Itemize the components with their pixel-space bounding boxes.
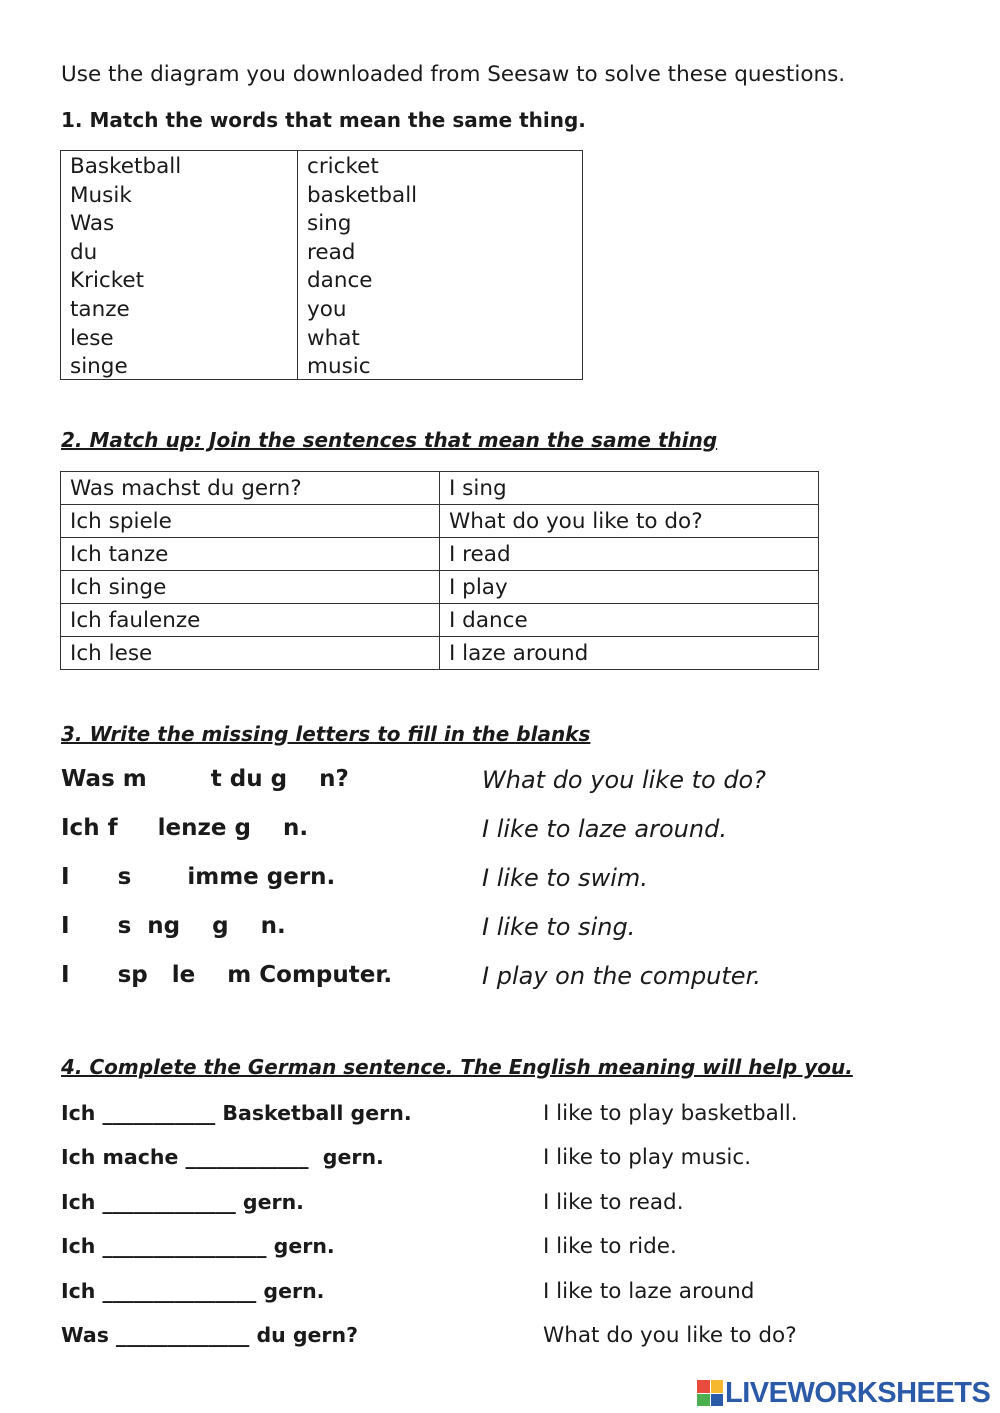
list-item [0,766,1000,806]
english-sentence-cell: I sing [440,472,819,505]
english-word: dance [307,268,373,294]
english-word: sing [307,211,352,237]
logo-text: LIVEWORKSHEETS [725,1376,991,1409]
table-divider [297,151,298,379]
section-3-title: 3. Write the missing letters to fill in the blanks [61,722,591,746]
instructions: Use the diagram you downloaded from Seesaw to solve these questions. [61,62,846,87]
logo-square [697,1380,710,1393]
list-item [0,1234,1000,1268]
german-sentence-with-blank[interactable]: Ich ___________ Basketball gern. [61,1101,412,1125]
german-sentence-with-blank[interactable]: Ich _____________ gern. [61,1190,304,1214]
list-item [0,962,1000,1002]
english-sentence-cell: I laze around [440,637,819,670]
list-item [0,1101,1000,1135]
german-sentence-with-blank[interactable]: Was _____________ du gern? [61,1323,359,1347]
logo-square [711,1394,724,1407]
german-gapped-sentence[interactable]: Ich f lenze g n. [61,815,309,841]
english-meaning: I like to play music. [543,1145,752,1170]
section-4-title: 4. Complete the German sentence. The English meaning will help you. [61,1055,853,1079]
english-translation: I play on the computer. [482,962,761,990]
english-translation: I like to laze around. [482,815,727,843]
list-item [0,1145,1000,1179]
german-word: Musik [70,182,132,208]
list-item [0,1279,1000,1313]
german-gapped-sentence[interactable]: I sp le m Computer. [61,962,393,988]
english-meaning: I like to read. [543,1190,684,1215]
english-word: cricket [307,154,379,179]
english-translation: I like to swim. [482,864,648,892]
word-match-table [60,150,583,380]
english-sentence-cell: I play [440,571,819,604]
logo-square [711,1380,724,1393]
english-word: basketball [307,182,418,208]
german-sentence-cell: Ich tanze [61,538,440,571]
english-word: music [307,354,371,380]
english-sentence-cell: I dance [440,604,819,637]
german-word: tanze [70,296,130,322]
section-2-title: 2. Match up: Join the sentences that mean the same thing [61,428,718,452]
german-gapped-sentence[interactable]: Was m t du g n? [61,766,349,792]
german-word: du [70,239,98,265]
list-item [0,864,1000,904]
english-meaning: What do you like to do? [543,1323,797,1348]
english-words-column [307,153,417,382]
english-sentence-cell: I read [440,538,819,571]
english-word: you [307,296,347,322]
german-word: Basketball [70,154,182,179]
logo-square [697,1394,710,1407]
german-sentence-cell: Ich singe [61,571,440,604]
german-sentence-cell: Ich spiele [61,505,440,538]
german-sentence-with-blank[interactable]: Ich mache ____________ gern. [61,1145,384,1169]
section-1-title: 1. Match the words that mean the same thing. [61,108,586,132]
english-translation: What do you like to do? [482,766,766,794]
list-item [0,1323,1000,1357]
list-item [0,913,1000,953]
english-word: what [307,325,360,351]
english-translation: I like to sing. [482,913,636,941]
german-word: Kricket [70,268,145,294]
english-word: read [307,239,356,265]
table-row [61,604,819,637]
german-words-column [70,153,181,382]
table-row [61,637,819,670]
list-item [0,815,1000,855]
german-sentence-cell: Ich faulenze [61,604,440,637]
german-sentence-with-blank[interactable]: Ich ________________ gern. [61,1234,335,1258]
sentence-match-table [60,471,819,670]
german-gapped-sentence[interactable]: I s imme gern. [61,864,336,890]
table-row [61,505,819,538]
liveworksheets-logo[interactable] [697,1378,990,1408]
table-row [61,571,819,604]
german-gapped-sentence[interactable]: I s ng g n. [61,913,286,939]
german-word: singe [70,354,128,380]
german-sentence-cell: Ich lese [61,637,440,670]
english-meaning: I like to play basketball. [543,1101,798,1126]
german-word: lese [70,325,114,351]
logo-icon [697,1380,723,1406]
german-sentence-with-blank[interactable]: Ich _______________ gern. [61,1279,325,1303]
english-meaning: I like to laze around [543,1279,755,1304]
german-sentence-cell: Was machst du gern? [61,472,440,505]
german-word: Was [70,211,115,237]
english-sentence-cell: What do you like to do? [440,505,819,538]
english-meaning: I like to ride. [543,1234,677,1259]
table-row [61,538,819,571]
table-row [61,472,819,505]
list-item [0,1190,1000,1224]
